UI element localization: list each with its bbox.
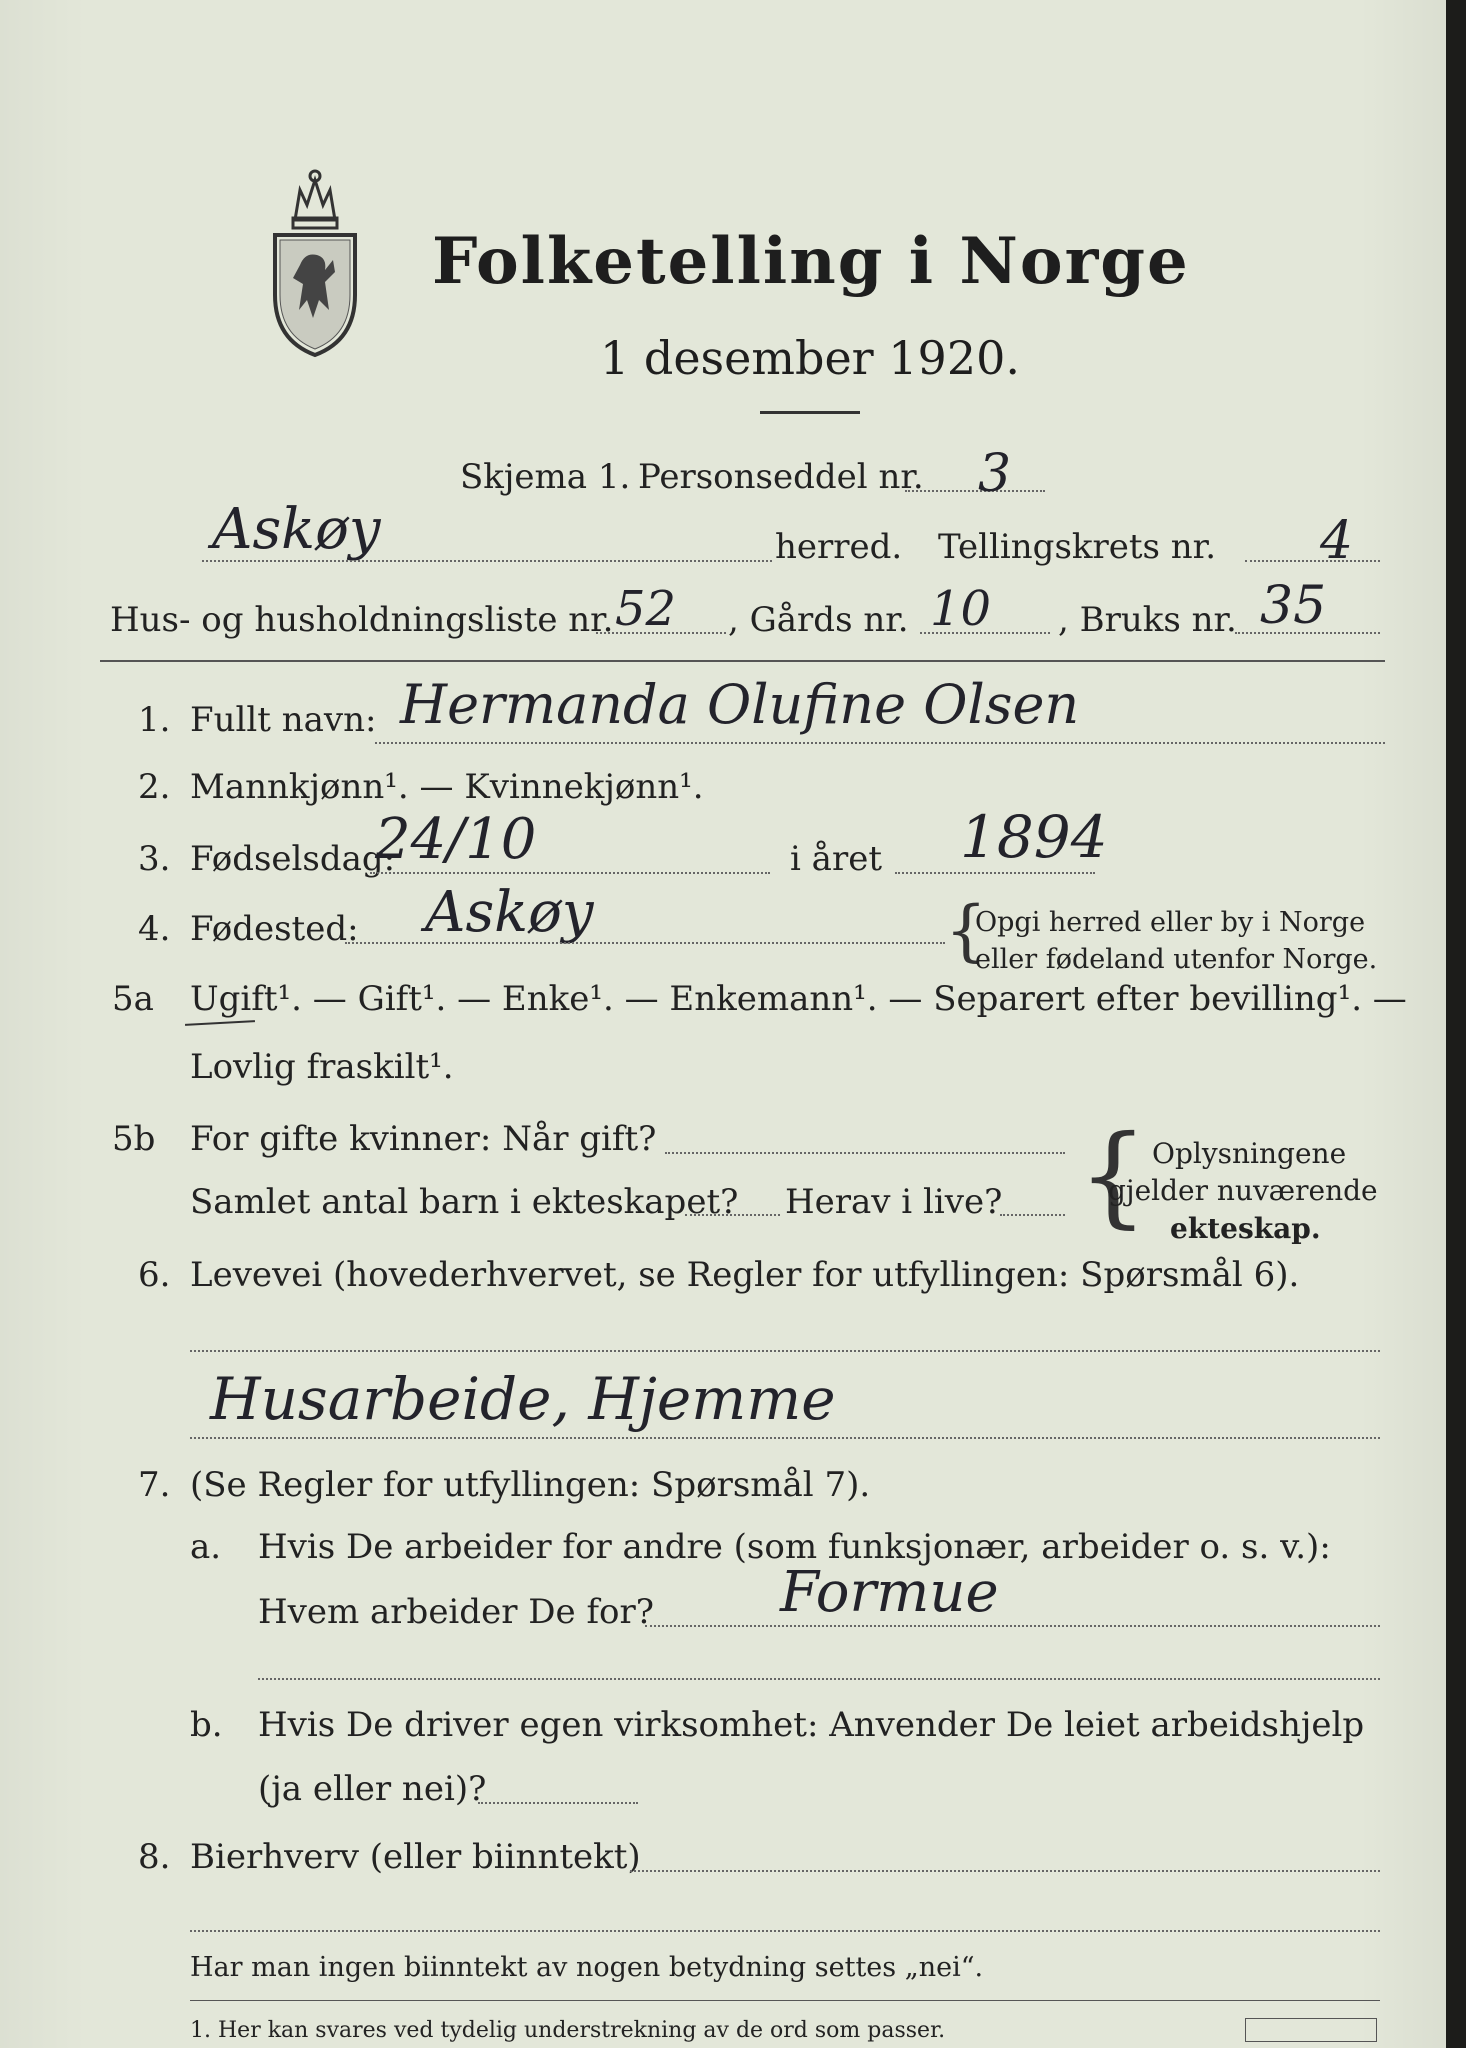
q8-number: 8. <box>138 1837 171 1877</box>
q7a-label-2: Hvem arbeider De for? <box>258 1592 654 1632</box>
q7-label: (Se Regler for utfyllingen: Spørsmål 7). <box>190 1465 871 1505</box>
q8-line-1 <box>630 1870 1380 1872</box>
q3-line <box>370 872 770 874</box>
q6-line-2 <box>190 1437 1380 1439</box>
q1-number: 1. <box>138 700 171 740</box>
q6-label: Levevei (hovederhvervet, se Regler for utfyllingen: Spørsmål 6). <box>190 1255 1300 1295</box>
q4-note-line-2: eller fødeland utenfor Norge. <box>975 944 1378 975</box>
q3-value: 24/10 <box>375 807 537 872</box>
footnote-rule <box>190 2000 1380 2001</box>
bruks-value: 35 <box>1260 576 1327 636</box>
q6-line-1 <box>190 1350 1380 1352</box>
q5b-number: 5b <box>112 1119 156 1159</box>
bruks-label: , Bruks nr. <box>1058 600 1237 640</box>
tellingskrets-value: 4 <box>1320 511 1354 571</box>
title-divider <box>760 411 860 414</box>
q3-label: Fødselsdag: <box>190 839 396 879</box>
q4-brace: { <box>945 892 987 969</box>
personseddel-line <box>905 490 1045 492</box>
husliste-value: 52 <box>615 581 677 637</box>
q4-note-line-1: Opgi herred eller by i Norge <box>975 907 1366 938</box>
q6-number: 6. <box>138 1255 171 1295</box>
personseddel-value: 3 <box>978 444 1012 504</box>
q7b-label-2: (ja eller nei)? <box>258 1769 487 1809</box>
gards-value: 10 <box>930 581 992 637</box>
q8-line-2 <box>190 1930 1380 1932</box>
q4-label: Fødested: <box>190 909 359 949</box>
q3-number: 3. <box>138 839 171 879</box>
q7a-line-1 <box>645 1625 1380 1627</box>
q5b-alive-label: Herav i live? <box>785 1182 1003 1222</box>
personseddel-label: Personseddel nr. <box>638 457 924 497</box>
q4-number: 4. <box>138 909 171 949</box>
herred-label: herred. <box>775 527 903 567</box>
q5b-children-line <box>685 1214 780 1216</box>
q5a-number: 5a <box>112 979 154 1019</box>
q5b-married-line <box>665 1152 1065 1154</box>
q4-line <box>345 942 945 944</box>
q7a-label: Hvis De arbeider for andre (som funksjonær, arbeider o. s. v.): <box>258 1527 1331 1567</box>
q5b-children-label: Samlet antal barn i ekteskapet? <box>190 1182 739 1222</box>
norwegian-coat-of-arms-icon <box>255 160 375 360</box>
q2-label: Mannkjønn¹. — Kvinnekjønn¹. <box>190 767 704 807</box>
q5a-label-2: Lovlig fraskilt¹. <box>190 1047 454 1087</box>
q3-year-value: 1894 <box>960 803 1108 871</box>
header-rule <box>100 660 1385 662</box>
husliste-label: Hus- og husholdningsliste nr. <box>110 600 614 640</box>
q7a-line-2 <box>258 1678 1380 1680</box>
q6-value: Husarbeide, Hjemme <box>210 1365 836 1433</box>
q1-value: Hermanda Olufine Olsen <box>400 673 1080 736</box>
q1-line <box>375 742 1385 744</box>
q3-year-label: i året <box>790 839 882 879</box>
printer-stamp-box <box>1245 2018 1377 2042</box>
q7b-label: Hvis De driver egen virksomhet: Anvender De leiet arbeidshjelp <box>258 1705 1365 1745</box>
q5b-note-line-3: ekteskap. <box>1170 1212 1321 1245</box>
q5b-brace: { <box>1078 1111 1148 1239</box>
q4-value: Askøy <box>425 880 594 945</box>
q3-year-line <box>895 872 1095 874</box>
q7a-letter: a. <box>190 1527 222 1567</box>
tellingskrets-label: Tellingskrets nr. <box>938 527 1217 567</box>
herred-value: Askøy <box>212 497 381 562</box>
q2-number: 2. <box>138 767 171 807</box>
gards-label: , Gårds nr. <box>728 600 909 640</box>
q5a-label: Ugift¹. — Gift¹. — Enke¹. — Enkemann¹. — Separert efter bevilling¹. — <box>190 979 1407 1019</box>
q5b-label: For gifte kvinner: Når gift? <box>190 1119 657 1159</box>
q5b-note-line-1: Oplysningene <box>1152 1137 1347 1170</box>
tellingskrets-line <box>1245 560 1380 562</box>
q5b-alive-line <box>1000 1214 1065 1216</box>
q7b-letter: b. <box>190 1705 223 1745</box>
page-title: Folketelling i Norge <box>432 224 1190 299</box>
q7-number: 7. <box>138 1465 171 1505</box>
census-date: 1 desember 1920. <box>600 331 1020 385</box>
footnote: 1. Her kan svares ved tydelig understrekning av de ord som passer. <box>190 2018 946 2043</box>
q7b-line <box>478 1802 638 1804</box>
q8-label: Bierhverv (eller biinntekt) <box>190 1837 641 1877</box>
q1-label: Fullt navn: <box>190 700 377 740</box>
q5b-note-line-2: gjelder nuværende <box>1108 1174 1378 1207</box>
q5a-underline-mark <box>185 1020 255 1026</box>
herred-line <box>202 560 772 562</box>
q8-note: Har man ingen biinntekt av nogen betydning settes „nei“. <box>190 1952 984 1983</box>
q7a-value: Formue <box>780 1560 999 1625</box>
skjema-label: Skjema 1. <box>460 457 631 497</box>
